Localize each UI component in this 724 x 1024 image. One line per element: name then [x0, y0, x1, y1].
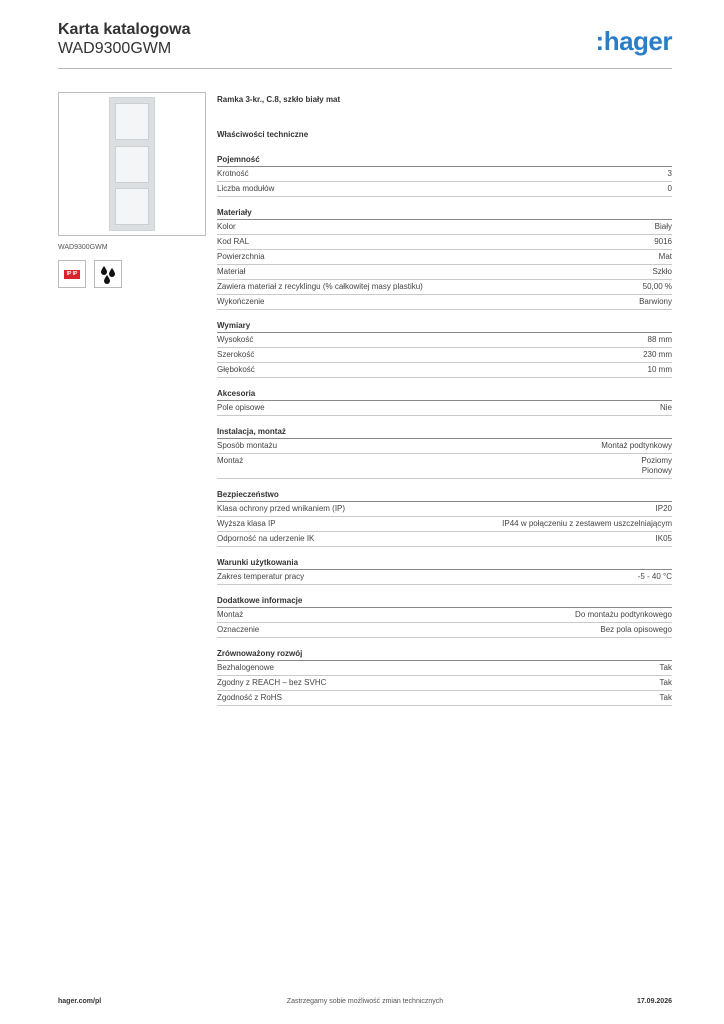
triple-frame-illustration: [109, 97, 155, 231]
spec-row: [217, 454, 672, 479]
spec-value: Tak: [659, 678, 672, 687]
spec-label: Zgodność z RoHS: [217, 693, 282, 702]
spec-row: [217, 570, 672, 585]
spec-value: 88 mm: [647, 335, 672, 344]
spec-label: Zawiera materiał z recyklingu (% całkowitej masy plastiku): [217, 282, 423, 291]
feature-icons: [58, 260, 206, 288]
spec-label: Zgodny z REACH – bez SVHC: [217, 678, 327, 687]
spec-row: [217, 333, 672, 348]
spec-label: Sposób montażu: [217, 441, 278, 450]
spec-value: 0: [667, 184, 672, 193]
product-code: WAD9300GWM: [58, 40, 172, 57]
frame-cell: [115, 188, 149, 225]
spec-value: Bez pola opisowego: [600, 625, 672, 634]
section-heading: Akcesoria: [217, 388, 672, 401]
spec-row: [217, 182, 672, 197]
document-title: Karta katalogowa: [58, 21, 191, 38]
frame-cell: [115, 146, 149, 183]
spec-section: [217, 320, 672, 378]
spec-label: Głębokość: [217, 365, 255, 374]
spec-row: [217, 439, 672, 454]
spec-label: Pole opisowe: [217, 403, 265, 412]
spec-value: 9016: [654, 237, 672, 246]
spec-row: [217, 265, 672, 280]
frame-cell: [115, 103, 149, 140]
photo-caption: WAD9300GWM: [58, 244, 108, 251]
spec-label: Powierzchnia: [217, 252, 265, 261]
section-heading: Wymiary: [217, 320, 672, 333]
spec-label: Klasa ochrony przed wnikaniem (IP): [217, 504, 346, 513]
section-heading: Dodatkowe informacje: [217, 595, 672, 608]
spec-row: [217, 235, 672, 250]
footer-url[interactable]: hager.com/pl: [58, 998, 102, 1005]
spec-section: [217, 154, 672, 197]
spec-row: [217, 691, 672, 706]
spec-section: [217, 648, 672, 706]
spec-row: [217, 661, 672, 676]
spec-value: -5 - 40 °C: [637, 572, 672, 581]
spec-row: [217, 608, 672, 623]
spec-row: [217, 295, 672, 310]
section-heading: Pojemność: [217, 154, 672, 167]
spec-value: Tak: [659, 693, 672, 702]
spec-label: Wysokość: [217, 335, 254, 344]
spec-label: Montaż: [217, 610, 244, 619]
section-heading: Materiały: [217, 207, 672, 220]
hager-logo: :hager: [595, 26, 672, 56]
spec-value: Montaż podtynkowy: [601, 441, 672, 450]
spec-row: [217, 401, 672, 416]
spec-value: 50,00 %: [642, 282, 672, 291]
spec-label: Liczba modułów: [217, 184, 275, 193]
footer-disclaimer: Zastrzegamy sobie możliwość zmian technicznych: [286, 998, 444, 1005]
spec-value: Poziomy Pionowy: [641, 456, 672, 475]
water-drops-icon: [94, 260, 122, 288]
page-header: [58, 20, 672, 70]
spec-section: [217, 388, 672, 416]
spec-label: Kod RAL: [217, 237, 250, 246]
spec-value: Biały: [654, 222, 672, 231]
spec-label: Szerokość: [217, 350, 255, 359]
header-divider: [58, 68, 672, 69]
spec-value: IK05: [655, 534, 672, 543]
spec-row: [217, 623, 672, 638]
spec-row: [217, 532, 672, 547]
spec-label: Oznaczenie: [217, 625, 260, 634]
ip-rating-badge-icon: IP IP: [58, 260, 86, 288]
technical-data: [217, 95, 672, 716]
product-image-panel: [58, 92, 206, 288]
spec-label: Odporność na uderzenie IK: [217, 534, 315, 543]
spec-section: [217, 489, 672, 547]
spec-row: [217, 363, 672, 378]
section-heading: Warunki użytkowania: [217, 557, 672, 570]
spec-row: [217, 250, 672, 265]
spec-row: [217, 167, 672, 182]
page-footer: [58, 998, 672, 1010]
spec-value: IP20: [655, 504, 672, 513]
spec-label: Zakres temperatur pracy: [217, 572, 305, 581]
spec-section: [217, 207, 672, 310]
spec-label: Wyższa klasa IP: [217, 519, 276, 528]
technical-properties-title: Właściwości techniczne: [217, 130, 309, 139]
spec-row: [217, 502, 672, 517]
spec-value: Barwiony: [639, 297, 672, 306]
spec-label: Krotność: [217, 169, 249, 178]
section-heading: Instalacja, montaż: [217, 426, 672, 439]
spec-row: [217, 517, 672, 532]
spec-value: Do montażu podtynkowego: [575, 610, 672, 619]
spec-row: [217, 280, 672, 295]
spec-value: 10 mm: [647, 365, 672, 374]
product-photo: [58, 92, 206, 236]
spec-row: [217, 676, 672, 691]
spec-label: Bezhalogenowe: [217, 663, 274, 672]
spec-label: Wykończenie: [217, 297, 265, 306]
footer-date: 17.09.2026: [636, 998, 672, 1005]
spec-value: 3: [667, 169, 672, 178]
section-heading: Bezpieczeństwo: [217, 489, 672, 502]
spec-value: 230 mm: [643, 350, 672, 359]
spec-value: Mat: [658, 252, 672, 261]
spec-value: Tak: [659, 663, 672, 672]
spec-section: [217, 557, 672, 585]
spec-label: Montaż: [217, 456, 244, 465]
spec-row: [217, 220, 672, 235]
spec-label: Kolor: [217, 222, 236, 231]
section-heading: Zrównoważony rozwój: [217, 648, 672, 661]
spec-value: IP44 w połączeniu z zestawem uszczelniającym: [502, 519, 672, 528]
spec-sections: [217, 154, 672, 706]
spec-section: [217, 426, 672, 479]
spec-section: [217, 595, 672, 638]
spec-label: Materiał: [217, 267, 246, 276]
product-name: Ramka 3-kr., C.8, szkło biały mat: [217, 95, 341, 104]
spec-value: Szkło: [652, 267, 672, 276]
spec-row: [217, 348, 672, 363]
spec-value: Nie: [659, 403, 672, 412]
